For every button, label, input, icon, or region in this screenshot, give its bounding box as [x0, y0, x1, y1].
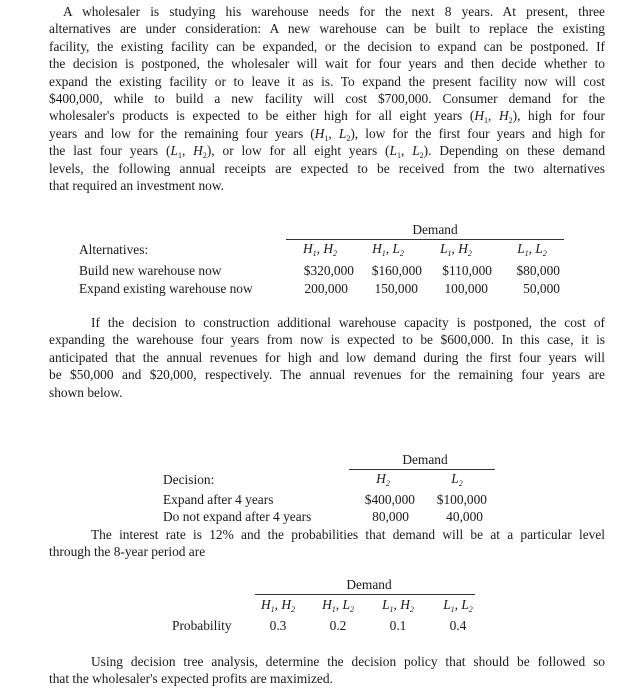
intro-line: A wholesaler is studying his warehouse needs for the next 8 years. At present, three	[63, 4, 605, 19]
table1-cell: $160,000	[371, 263, 422, 278]
table1-cell: $320,000	[303, 263, 354, 278]
intro-paragraph	[49, 3, 605, 194]
closing-paragraph	[49, 653, 605, 688]
intro-line: the last four years ($L_1$, $H_2$), or low for all eight years ($L_1$, $L_2$). Depending on these demand	[49, 143, 606, 161]
table1-cell: $80,000	[516, 263, 560, 278]
table2-demand-header: Demand	[402, 452, 448, 467]
table3-row-label: Probability	[172, 618, 232, 633]
table2-row-header: Decision:	[163, 472, 215, 487]
postpone-line: anticipated that the annual revenues for high and low demand during the first four years will	[49, 349, 605, 365]
table2-col-header: $L_2$	[451, 471, 463, 488]
intro-line: expand the existing facility or to leave it as is. To expand the present facility now will cost	[49, 73, 605, 89]
table2-cell: $400,000	[364, 492, 415, 507]
table3-col-header: $H_1$, $H_2$	[260, 597, 296, 614]
table1-row-label: Build new warehouse now	[79, 263, 222, 278]
interest-line: The interest rate is 12% and the probabilities that demand will be at a particular level	[91, 527, 605, 542]
intro-line: years and low for the remaining four years ($H_1$, $L_2$), low for the first four years and high for	[49, 125, 605, 143]
table1-col-header: $H_1$, $L_2$	[372, 241, 404, 258]
postpone-paragraph	[49, 314, 605, 401]
table3-col-header: $L_1$, $H_2$	[382, 597, 414, 614]
table3-cell: 0.3	[269, 618, 287, 633]
table1-cell: 200,000	[304, 281, 348, 296]
table1-rule	[286, 239, 564, 240]
table3-col-header: $H_1$, $L_2$	[322, 597, 354, 614]
table1-col-header: $L_1$, $H_2$	[440, 241, 472, 258]
intro-line: that required an investment now.	[49, 178, 225, 194]
table1-cell: $110,000	[442, 263, 492, 278]
table2-row-label: Do not expand after 4 years	[163, 509, 312, 524]
postpone-line: shown below.	[49, 384, 123, 400]
table3-cell: 0.4	[449, 618, 467, 633]
intro-line: levels, the following annual receipts are expected to be received from the two alternatives	[49, 160, 605, 176]
intro-line: wholesaler's products is expected to be either high for all eight years ($H_1$, $H_2$), high for four	[49, 108, 605, 126]
table1-cell: 100,000	[444, 281, 488, 296]
table1-cell: 150,000	[374, 281, 418, 296]
table2-rule	[349, 469, 495, 470]
table2-cell: 40,000	[446, 509, 483, 524]
closing-line: that the wholesaler's expected profits are maximized.	[49, 671, 333, 687]
table2-col-header: $H_2$	[376, 471, 390, 488]
postpone-line: expanding the warehouse four years from now is expected to be $600,000. In this case, it is	[49, 332, 605, 348]
postpone-line: If the decision to construction additional warehouse capacity is postponed, the cost of	[91, 315, 605, 330]
table1-row-label: Expand existing warehouse now	[79, 281, 253, 296]
table3-demand-header: Demand	[346, 577, 392, 592]
table3-cell: 0.1	[389, 618, 407, 633]
postpone-line: be $50,000 and $20,000, respectively. The annual revenues for the remaining four years are	[49, 367, 605, 383]
table3-cell: 0.2	[329, 618, 347, 633]
table1-cell: 50,000	[523, 281, 560, 296]
intro-line: alternatives are under consideration: A new warehouse can be built to replace the existing	[49, 21, 605, 37]
interest-line: through the 8-year period are	[49, 544, 206, 560]
intro-line: $400,000, while to build a new facility will cost $700,000. Consumer demand for the	[49, 91, 605, 107]
table1-col-header: $L_1$, $L_2$	[517, 241, 547, 258]
table2-row-label: Expand after 4 years	[163, 492, 274, 507]
table1-demand-header: Demand	[412, 222, 458, 237]
table1-row-header: Alternatives:	[79, 242, 149, 257]
interest-paragraph	[49, 526, 605, 561]
table3-rule	[255, 594, 475, 595]
table3-col-header: $L_1$, $L_2$	[443, 597, 473, 614]
table2-cell: $100,000	[436, 492, 487, 507]
intro-line: the decision is postponed, the wholesaler will wait for four years and then decide whether to	[49, 56, 605, 72]
intro-line: facility, the existing facility can be expanded, or the decision to expand can be postponed. If	[49, 38, 605, 54]
closing-line: Using decision tree analysis, determine the decision policy that should be followed so	[91, 654, 605, 669]
table2-cell: 80,000	[372, 509, 409, 524]
table1-col-header: $H_1$, $H_2$	[302, 241, 338, 258]
